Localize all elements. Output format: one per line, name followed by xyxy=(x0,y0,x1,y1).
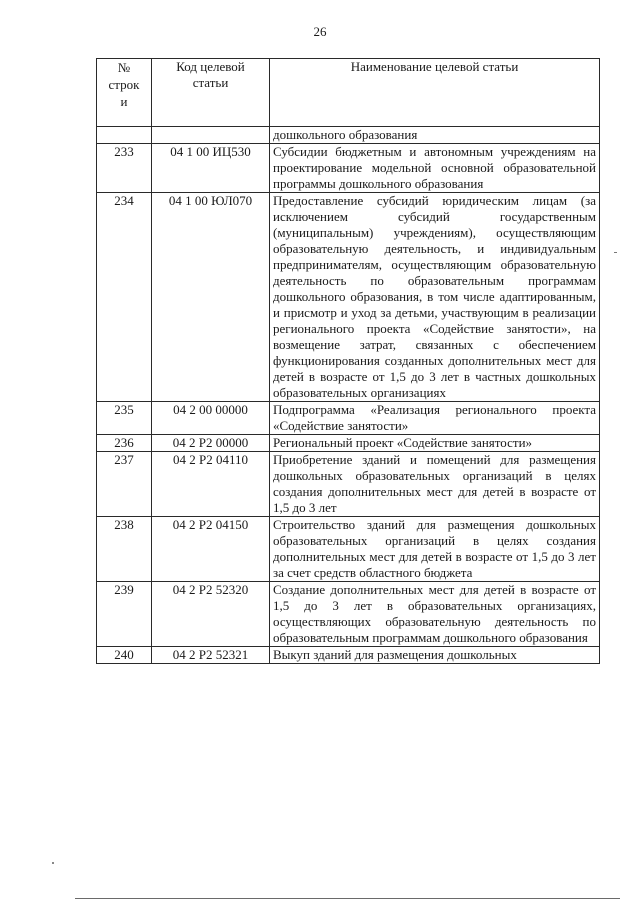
cell-name: Создание дополнительных мест для детей в возрасте от 1,5 до 3 лет в образовательных организациях, осуществляющих образовательную деятельность по образовательным программам дошкольного образования xyxy=(270,582,600,647)
scan-mark xyxy=(614,252,617,253)
target-articles-table xyxy=(96,58,600,664)
header-row-number xyxy=(97,59,152,127)
cell-number: 237 xyxy=(97,452,152,517)
page-bottom-edge xyxy=(75,898,620,899)
header-number-line2: строк xyxy=(108,77,140,92)
cell-number: 236 xyxy=(97,435,152,452)
scan-mark xyxy=(52,862,54,864)
cell-code: 04 1 00 ИЦ530 xyxy=(152,144,270,193)
cell-code: 04 2 Р2 52321 xyxy=(152,647,270,664)
cell-code: 04 2 Р2 04150 xyxy=(152,517,270,582)
cell-name: Субсидии бюджетным и автономным учреждениям на проектирование модельной основной образовательной программы дошкольного образования xyxy=(270,144,600,193)
cell-name: Подпрограмма «Реализация регионального проекта «Содействие занятости» xyxy=(270,402,600,435)
cell-number: 234 xyxy=(97,193,152,402)
cell-number: 238 xyxy=(97,517,152,582)
cell-code: 04 2 Р2 04110 xyxy=(152,452,270,517)
cell-code: 04 1 00 ЮЛ070 xyxy=(152,193,270,402)
table-row xyxy=(97,582,600,647)
cell-code xyxy=(152,127,270,144)
table-row xyxy=(97,647,600,664)
cell-number: 233 xyxy=(97,144,152,193)
cell-name: дошкольного образования xyxy=(270,127,600,144)
page-number: 26 xyxy=(313,24,327,39)
cell-name: Региональный проект «Содействие занятости» xyxy=(270,435,600,452)
header-number-line1: № xyxy=(117,60,131,75)
table-row xyxy=(97,193,600,402)
cell-number: 235 xyxy=(97,402,152,435)
cell-name: Строительство зданий для размещения дошкольных образовательных организаций в целях создания дополнительных мест для детей в возрасте от 1,5 до 3 лет за счет средств областного бюджета xyxy=(270,517,600,582)
cell-number: 239 xyxy=(97,582,152,647)
header-number-line3: и xyxy=(120,94,128,109)
table-row xyxy=(97,517,600,582)
header-code: Код целевой статьи xyxy=(152,59,270,127)
cell-code: 04 2 Р2 52320 xyxy=(152,582,270,647)
table-header-row xyxy=(97,59,600,127)
cell-name: Приобретение зданий и помещений для размещения дошкольных образовательных организаций в целях создания дополнительных мест для детей в возрасте от 1,5 до 3 лет xyxy=(270,452,600,517)
cell-number xyxy=(97,127,152,144)
table-row xyxy=(97,435,600,452)
table-row xyxy=(97,144,600,193)
cell-code: 04 2 00 00000 xyxy=(152,402,270,435)
table-row xyxy=(97,452,600,517)
cell-name: Предоставление субсидий юридическим лицам (за исключением субсидий государственным (муниципальным) учреждениям), осуществляющим образовательную деятельность, и индивидуальным предпринимателям, осуществляющим образовательную деятельность по образовательным программам дошкольного образования, в том числе адаптированным, и присмотр и уход за детьми, участвующим в реализации регионального проекта «Содействие занятости», на возмещение затрат, связанных с обеспечением функционирования созданных дополнительных мест для детей в возрасте от 1,5 до 3 лет в частных дошкольных образовательных организациях xyxy=(270,193,600,402)
header-name: Наименование целевой статьи xyxy=(270,59,600,127)
cell-code: 04 2 Р2 00000 xyxy=(152,435,270,452)
cell-number: 240 xyxy=(97,647,152,664)
cell-name: Выкуп зданий для размещения дошкольных xyxy=(270,647,600,664)
table-row-continuation xyxy=(97,127,600,144)
table-row xyxy=(97,402,600,435)
